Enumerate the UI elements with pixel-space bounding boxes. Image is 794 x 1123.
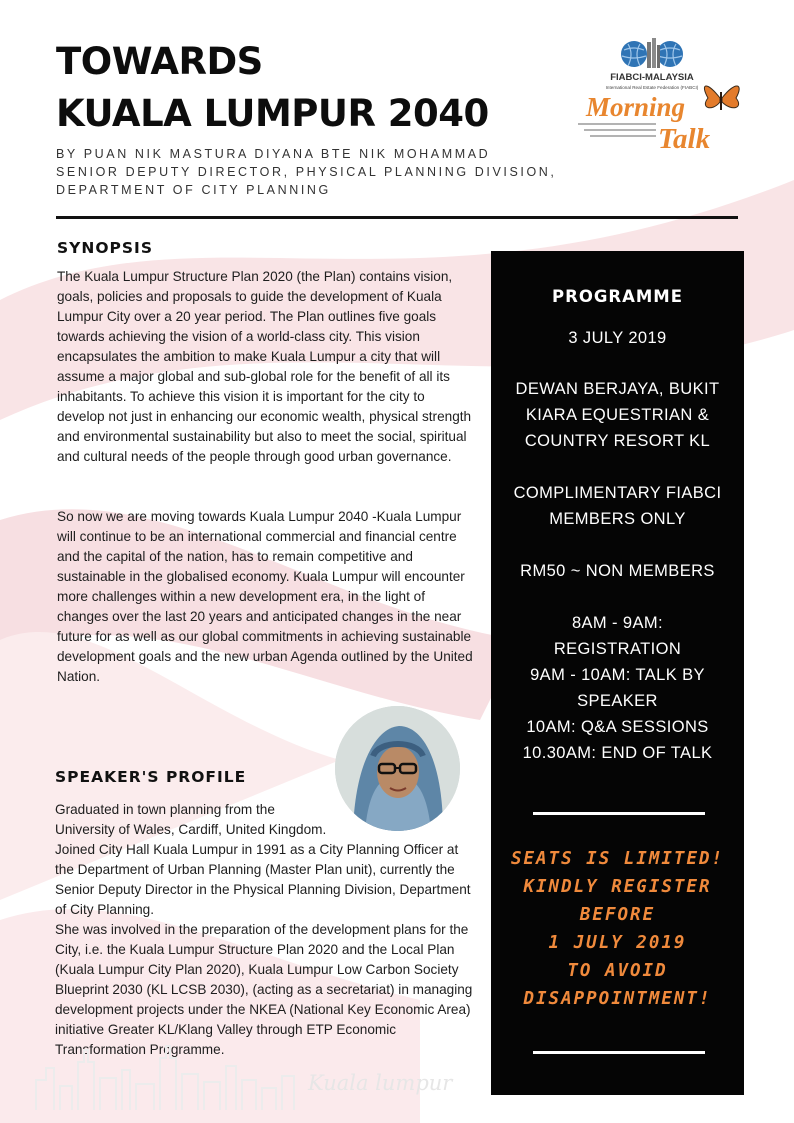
programme-venue [491,376,744,454]
logo-org-sub: International Real Estate Federation (FIABCI) [605,85,699,90]
synopsis-paragraph-1: The Kuala Lumpur Structure Plan 2020 (the Plan) contains vision, goals, policies and proposals to guide the development of Kuala Lumpur City over a 20 year period. The Plan outlines five goals towards achieving the vision of a world-class city. This vision encapsulates the ambition to make Kuala Lumpur a city that will assume a major global and sub-global role for the benefit of all its inhabitants. To achieve this vision it is important for the city to develop not just in enhancing our economic wealth, physical strength and environmental sustainability but also to meet the social, spiritual and cultural needs of the people through good urban governance. [57,269,472,464]
logo-brand-line-1: Morning [586,92,686,122]
members-line-1: COMPLIMENTARY FIABCI [513,484,722,502]
schedule-line-5: 10AM: Q&A SESSIONS [526,718,709,736]
panel-divider-bottom [533,1051,705,1054]
programme-heading: PROGRAMME [552,287,683,306]
schedule-line-2: REGISTRATION [553,640,682,658]
schedule-line-4: SPEAKER [577,692,658,710]
schedule-line-1: 8AM - 9AM: [571,614,664,632]
logo-brand-line-2: Talk [658,123,711,155]
logo-org: FIABCI-MALAYSIA [610,72,694,83]
notice-line-1: SEATS IS LIMITED! [510,849,725,869]
profile-line-1: Graduated in town planning from the [55,802,275,817]
page-title [56,36,489,140]
venue-line-1: DEWAN BERJAYA, BUKIT [515,380,720,398]
programme-members [491,480,744,532]
fiabci-morning-talk-logo [572,36,752,162]
synopsis-paragraph-2: So now we are moving towards Kuala Lumpur 2040 -Kuala Lumpur will continue to be an international commercial and financial centre and the capital of the nation, has to remain competitive and sustainable in the globalised economy. Kuala Lumpur will encounter more challenges within a new development era, in the light of changes over the last 20 years and anticipated changes in the near future for as well as our global commitments in achieving sustainable development goals and the new urban Agenda outlined by the United Nation. [57,509,473,684]
watermark-text: Kuala lumpur [308,1071,453,1095]
butterfly-icon [704,86,739,110]
title-line-2: KUALA LUMPUR 2040 [56,92,489,135]
globe-icon [621,38,683,68]
notice-line-6: DISAPPOINTMENT! [523,989,712,1009]
profile-line-2: University of Wales, Cardiff, United Kingdom. [55,822,327,837]
profile-text [55,800,475,1060]
byline-line-2: SENIOR DEPUTY DIRECTOR, PHYSICAL PLANNING DIVISION, [56,165,557,179]
notice-line-4: 1 JULY 2019 [548,933,687,953]
synopsis-heading: SYNOPSIS [57,239,153,257]
programme-date: 3 JULY 2019 [568,329,667,347]
notice-line-5: TO AVOID [567,961,668,981]
profile-line-4: She was involved in the preparation of the development plans for the City, i.e. the Kuala Lumpur Structure Plan 2020 and the Local Plan (Kuala Lumpur City Plan 2020), Kuala Lumpur Low Carbon Society Blueprint 2030 (KL LCSB 2030), (acting as a secretariat) in managing development projects under the NKEA (National Key Economic Area) initiative Greater KL/Klang Valley through ETP Economic Transformation Programme. [55,922,473,1057]
header-divider [56,216,738,219]
title-line-1: TOWARDS [56,40,263,83]
registration-notice [491,845,744,1013]
programme-schedule [491,610,744,766]
schedule-line-3: 9AM - 10AM: TALK BY [530,666,705,684]
profile-line-3: Joined City Hall Kuala Lumpur in 1991 as a City Planning Officer at the Department of Urban Planning (Master Plan unit), currently the Senior Deputy Director in the Physical Planning Division, Department of City Planning. [55,842,471,917]
kuala-lumpur-watermark [30,1040,460,1112]
venue-line-3: COUNTRY RESORT KL [524,432,711,450]
programme-panel [491,251,744,1095]
schedule-line-6: 10.30AM: END OF TALK [522,744,713,762]
notice-line-3: BEFORE [579,905,656,925]
venue-line-2: KIARA EQUESTRIAN & [525,406,710,424]
byline [56,145,616,199]
members-line-2: MEMBERS ONLY [549,510,686,528]
notice-line-2: KINDLY REGISTER [523,877,712,897]
programme-non-members: RM50 ~ NON MEMBERS [520,562,715,580]
byline-line-3: DEPARTMENT OF CITY PLANNING [56,183,331,197]
byline-line-1: BY PUAN NIK MASTURA DIYANA BTE NIK MOHAMMAD [56,147,491,161]
profile-heading: SPEAKER'S PROFILE [55,768,247,786]
panel-divider-top [533,812,705,815]
